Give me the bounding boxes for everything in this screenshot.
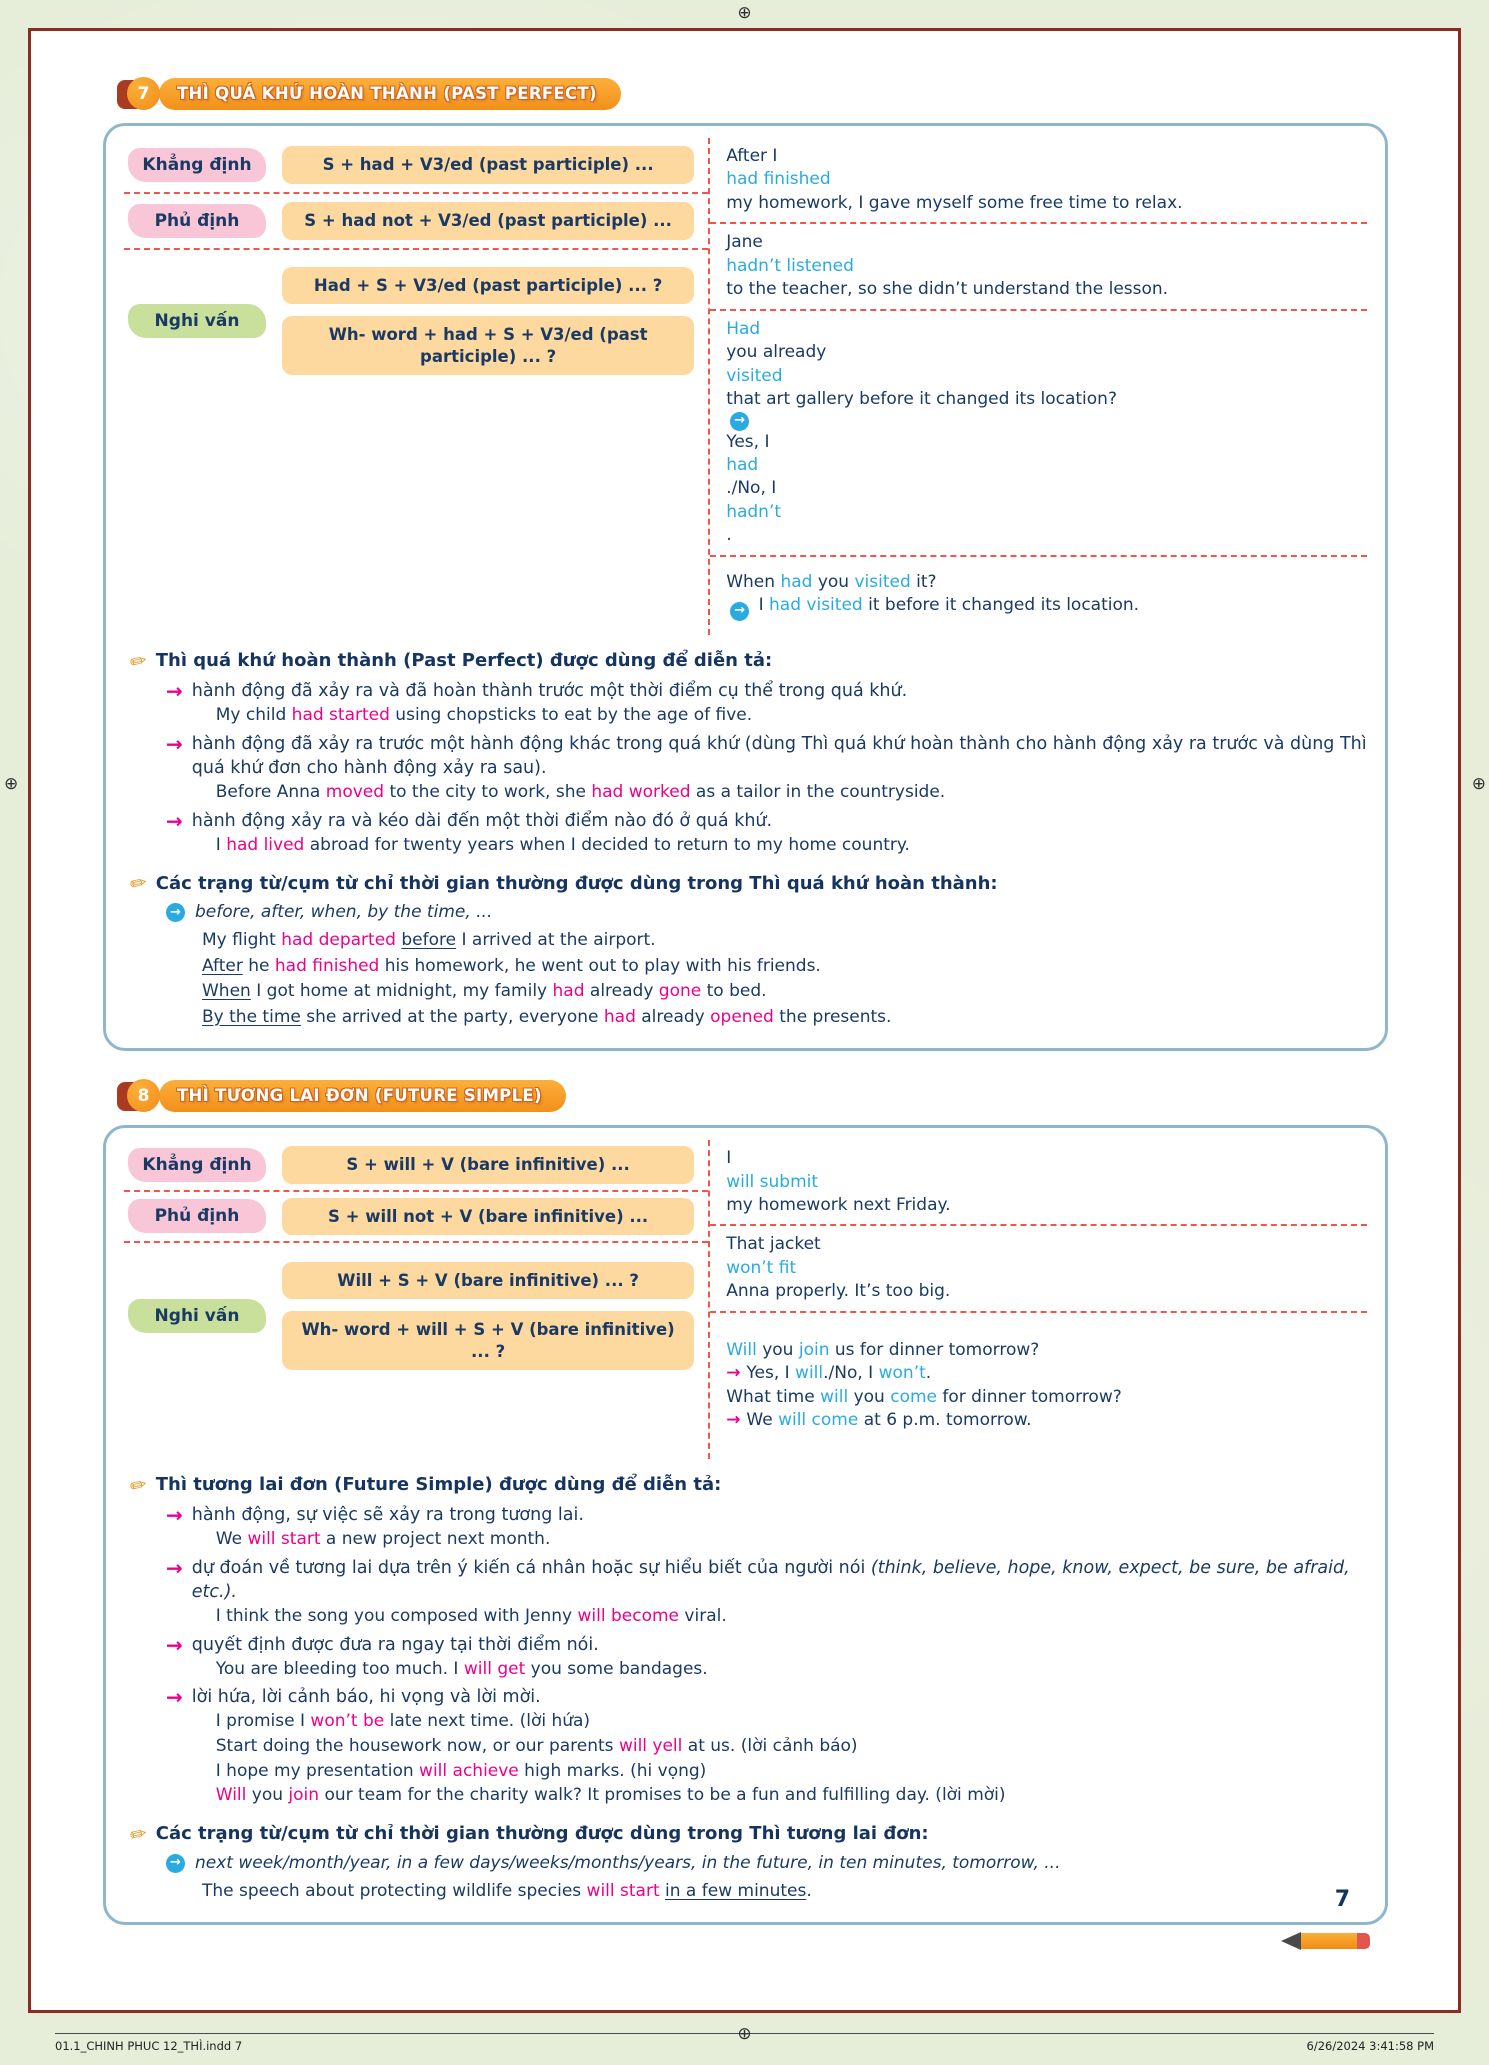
arrow-icon: → <box>166 1502 183 1527</box>
label-affirmative: Khẳng định <box>128 148 266 182</box>
arrow-icon: → <box>166 731 183 756</box>
footer-filename: 01.1_CHINH PHUC 12_THÌ.indd 7 <box>55 2039 243 2053</box>
usage-item <box>166 1633 1367 1682</box>
pencil-body <box>1301 1933 1357 1949</box>
section-panel <box>103 123 1388 1051</box>
example-negative: That jacket won’t fit Anna properly. It’s too big. <box>710 1226 1367 1312</box>
usage-example: My child had started using chopsticks to eat by the age of five. <box>215 704 753 725</box>
wh-answer-line: → I had visited it before it changed its location. <box>726 594 1361 620</box>
page-number: 7 <box>1334 1887 1350 1912</box>
adverbs-list <box>166 1852 1367 1876</box>
usage-description: hành động, sự việc sẽ xảy ra trong tương lai. <box>191 1504 584 1525</box>
usage-description: hành động đã xảy ra và đã hoàn thành trước một thời điểm cụ thể trong quá khứ. <box>191 680 908 701</box>
adverbs-list-text: before, after, when, by the time, ... <box>195 902 493 923</box>
arrow-icon: → <box>166 678 183 703</box>
formula-negative: S + will not + V (bare infinitive) ... <box>282 1198 694 1235</box>
registration-mark-icon: ⊕ <box>737 2024 752 2044</box>
row-question <box>124 1243 708 1389</box>
example-affirmative: After I had finished my homework, I gave myself some free time to relax. <box>710 138 1367 224</box>
formula-affirmative: S + had + V3/ed (past participle) ... <box>282 146 694 183</box>
example-negative: Jane hadn’t listened to the teacher, so she didn’t understand the lesson. <box>710 224 1367 310</box>
section-future-simple <box>103 1077 1388 1925</box>
formula-negative: S + had not + V3/ed (past participle) ... <box>282 202 694 239</box>
row-affirmative <box>124 138 708 194</box>
example-wh-question <box>710 557 1367 635</box>
label-negative: Phủ định <box>128 1199 266 1233</box>
pencil-tip <box>1281 1932 1301 1950</box>
pencil-icon: ✏ <box>127 1471 150 1499</box>
row-negative <box>124 194 708 250</box>
formula-yesno-question: Had + S + V3/ed (past participle) ... ? <box>282 267 694 304</box>
usage-description: hành động đã xảy ra trước một hành động khác trong quá khứ (dùng Thì quá khứ hoàn thành cho hành động xảy ra trước và dùng Thì quá khứ đơn cho hành động xảy ra sau). <box>191 733 1367 778</box>
yesno-question-line: Will you join us for dinner tomorrow? <box>726 1339 1040 1360</box>
adverbs-list-text: next week/month/year, in a few days/weeks/months/years, in the future, in ten minutes, tomorrow, ... <box>195 1852 1061 1873</box>
pencil-icon: ✏ <box>127 869 150 897</box>
usage-heading <box>127 1471 1367 1499</box>
section-header <box>117 75 1388 113</box>
usage-heading <box>127 647 1367 675</box>
wh-question-line: When had you visited it? <box>726 571 937 592</box>
section-header <box>117 1077 1388 1115</box>
adverbs-heading <box>127 1820 1367 1848</box>
label-affirmative: Khẳng định <box>128 1148 266 1182</box>
row-question <box>124 250 708 392</box>
example-questions <box>710 1313 1367 1459</box>
usage-heading-text: Thì tương lai đơn (Future Simple) được dùng để diễn tả: <box>155 1474 722 1496</box>
usage-description: hành động xảy ra và kéo dài đến một thời điểm nào đó ở quá khứ. <box>191 810 773 831</box>
usage-example: You are bleeding too much. I will get you some bandages. <box>215 1658 708 1679</box>
usage-example: We will start a new project next month. <box>215 1528 551 1549</box>
registration-mark-icon: ⊕ <box>1471 774 1486 794</box>
pencil-eraser <box>1357 1933 1370 1949</box>
adverb-example: After he had finished his homework, he went out to play with his friends. <box>202 955 821 976</box>
usage-item <box>166 1556 1367 1629</box>
question-formulas <box>282 267 694 375</box>
formula-wh-question: Wh- word + had + S + V3/ed (past participle) ... ? <box>282 316 694 375</box>
section-panel <box>103 1125 1388 1925</box>
label-negative: Phủ định <box>128 204 266 238</box>
pencil-icon: ✏ <box>127 647 150 675</box>
usage-example: Before Anna moved to the city to work, she had worked as a tailor in the countryside. <box>215 781 946 802</box>
registration-mark-icon: ⊕ <box>737 3 752 23</box>
arrow-icon: → <box>166 1555 183 1580</box>
usage-item <box>166 732 1367 805</box>
usage-item <box>166 1685 1367 1808</box>
adverbs-list <box>166 901 1367 925</box>
registration-mark-icon: ⊕ <box>4 774 19 794</box>
arrow-icon: → <box>166 1632 183 1657</box>
adverbs-heading <box>127 869 1367 897</box>
usage-example: I promise I won’t be late next time. (lời hứa) <box>215 1711 591 1732</box>
grammar-table <box>124 1140 1367 1459</box>
section-past-perfect <box>103 75 1388 1051</box>
formula-yesno-question: Will + S + V (bare infinitive) ... ? <box>282 1262 694 1299</box>
label-question: Nghi vấn <box>128 304 266 338</box>
usage-item <box>166 1503 1367 1552</box>
section-title: THÌ QUÁ KHỨ HOÀN THÀNH (PAST PERFECT) <box>159 78 621 110</box>
arrow-icon: → <box>166 1685 183 1710</box>
label-question: Nghi vấn <box>128 1299 266 1333</box>
section-number-badge <box>117 1079 163 1113</box>
arrow-circle-icon: → <box>166 1854 185 1873</box>
formula-wh-question: Wh- word + will + S + V (bare infinitive) ... ? <box>282 1311 694 1370</box>
section-number: 8 <box>127 1079 160 1112</box>
question-formulas <box>282 1262 694 1370</box>
adverb-example: The speech about protecting wildlife species will start in a few minutes. <box>202 1880 812 1901</box>
adverb-example: My flight had departed before I arrived at the airport. <box>202 930 656 951</box>
usage-example: I hope my presentation will achieve high marks. (hi vọng) <box>215 1760 707 1781</box>
usage-heading-text: Thì quá khứ hoàn thành (Past Perfect) được dùng để diễn tả: <box>155 650 773 672</box>
usage-description: dự đoán về tương lai dựa trên ý kiến cá nhân hoặc sự hiểu biết của người nói (think, believe, hope, know, expect, be sure, be afraid, etc.). <box>191 1557 1350 1602</box>
adverb-example: When I got home at midnight, my family had already gone to bed. <box>202 981 767 1002</box>
adverbs-heading-text: Các trạng từ/cụm từ chỉ thời gian thường được dùng trong Thì quá khứ hoàn thành: <box>155 872 998 894</box>
pencil-graphic <box>1281 1932 1370 1950</box>
footer-timestamp: 6/26/2024 3:41:58 PM <box>1306 2039 1434 2053</box>
section-number: 7 <box>127 77 160 110</box>
example-yesno-question: Had you already visited that art gallery before it changed its location? → Yes, I had ./No, I hadn’t . <box>710 311 1367 557</box>
usage-example: I had lived abroad for twenty years when I decided to return to my home country. <box>215 834 910 855</box>
formula-affirmative: S + will + V (bare infinitive) ... <box>282 1146 694 1183</box>
usage-example: Will you join our team for the charity walk? It promises to be a fun and fulfilling day. (lời mời) <box>215 1785 1006 1806</box>
wh-answer-line: → We will come at 6 p.m. tomorrow. <box>726 1410 1032 1431</box>
usage-description: lời hứa, lời cảnh báo, hi vọng và lời mời. <box>191 1687 541 1708</box>
row-affirmative <box>124 1140 708 1191</box>
usage-example: Start doing the housework now, or our parents will yell at us. (lời cảnh báo) <box>215 1736 858 1757</box>
wh-question-line: What time will you come for dinner tomorrow? <box>726 1386 1122 1407</box>
forms-column <box>124 1140 708 1459</box>
example-affirmative: I will submit my homework next Friday. <box>710 1140 1367 1226</box>
usage-example: I think the song you composed with Jenny will become viral. <box>215 1605 727 1626</box>
arrow-icon: → <box>166 808 183 833</box>
page-content <box>31 31 1458 1925</box>
printed-page <box>28 28 1461 2013</box>
usage-description: quyết định được đưa ra ngay tại thời điểm nói. <box>191 1634 599 1655</box>
forms-column <box>124 138 708 635</box>
adverbs-heading-text: Các trạng từ/cụm từ chỉ thời gian thường được dùng trong Thì tương lai đơn: <box>155 1823 929 1845</box>
yesno-answer-line: → Yes, I will./No, I won’t. <box>726 1363 932 1384</box>
examples-column <box>708 1140 1367 1459</box>
section-number-badge <box>117 77 163 111</box>
usage-item <box>166 679 1367 728</box>
adverb-example: By the time she arrived at the party, everyone had already opened the presents. <box>202 1006 892 1027</box>
grammar-table <box>124 138 1367 635</box>
section-title: THÌ TƯƠNG LAI ĐƠN (FUTURE SIMPLE) <box>159 1080 566 1112</box>
usage-item <box>166 809 1367 858</box>
examples-column <box>708 138 1367 635</box>
pencil-icon: ✏ <box>127 1820 150 1848</box>
row-negative <box>124 1192 708 1243</box>
arrow-circle-icon: → <box>166 903 185 922</box>
